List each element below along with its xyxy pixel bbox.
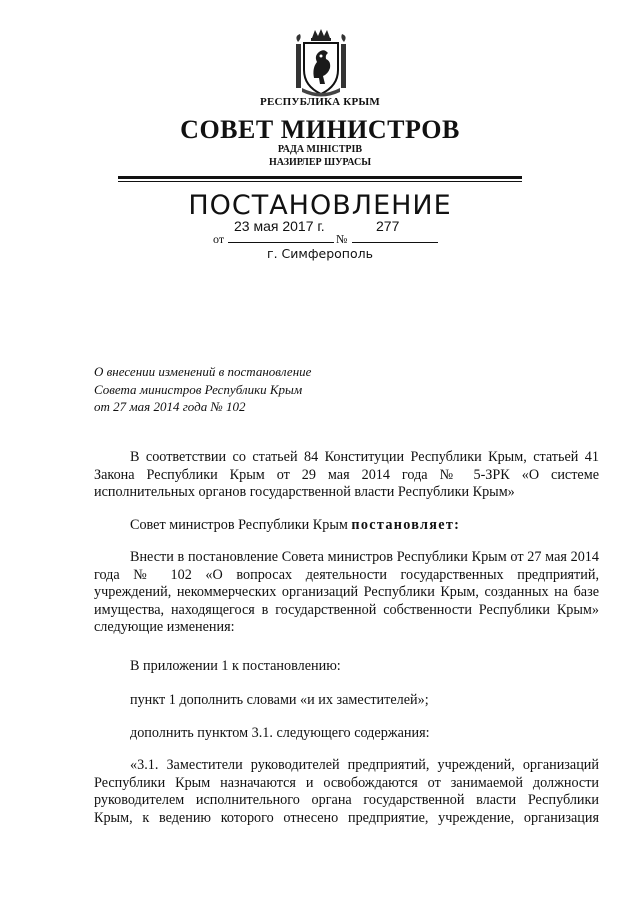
body-paragraph-item-3-1: «3.1. Заместители руководителей предприятий, учреждений, организаций Республики Крым назначаются и освобождаются от занимаемой должности руководителем исполнительного органа государственной власти Республики Крым, к ведению которого отнесено предприятие, учреждение, организация — [94, 757, 599, 826]
body-paragraph-basis: В соответствии со статьей 84 Конституции Республики Крым, статьей 41 Закона Республики Крым от 29 мая 2014 года № 5-ЗРК «О системе исполнительных органов государственной власти Республики Крым» — [94, 449, 599, 500]
body-paragraph-item1: пункт 1 дополнить словами «и их заместителей»; — [130, 692, 429, 708]
decree-date: 23 мая 2017 г. — [234, 218, 325, 234]
decree-title: ПОСТАНОВЛЕНИЕ — [188, 190, 452, 221]
subject-line: от 27 мая 2014 года № 102 — [94, 399, 246, 414]
council-title-crimean-tatar: НАЗИРЛЕР ШУРАСЫ — [268, 157, 372, 168]
decree-number: 277 — [376, 218, 400, 234]
header-rule-thin — [118, 181, 522, 182]
number-sign: № — [336, 232, 348, 246]
decree-subject — [94, 363, 394, 416]
number-underline — [352, 242, 438, 243]
body-paragraph-appendix: В приложении 1 к постановлению: — [130, 658, 341, 674]
body-paragraph-add-item: дополнить пунктом 3.1. следующего содержания: — [130, 725, 430, 741]
date-prefix: от — [213, 232, 225, 246]
republic-name: РЕСПУБЛИКА КРЫМ — [260, 96, 380, 108]
city: г. Симферополь — [267, 246, 373, 261]
body-paragraph-amend: Внести в постановление Совета министров Республики Крым от 27 мая 2014 года № 102 «О вопросах деятельности государственных предприятий, учреждений, некоммерческих организаций Республики Крым, созданных на базе имущества, находящегося в государственной собственности Республики Крым» следующие изменения: — [94, 549, 599, 635]
body-paragraph-decides — [130, 517, 600, 534]
decides-prefix: Совет министров Республики Крым — [130, 517, 352, 533]
header-rule-thick — [118, 176, 522, 179]
decides-word: постановляет: — [351, 517, 461, 533]
subject-line: О внесении изменений в постановление — [94, 364, 312, 379]
date-underline — [228, 242, 334, 243]
council-title: СОВЕТ МИНИСТРОВ — [180, 115, 460, 144]
coat-of-arms-icon — [292, 28, 350, 98]
subject-line: Совета министров Республики Крым — [94, 381, 303, 397]
council-title-ukrainian: РАДА МІНІСТРІВ — [277, 144, 363, 155]
